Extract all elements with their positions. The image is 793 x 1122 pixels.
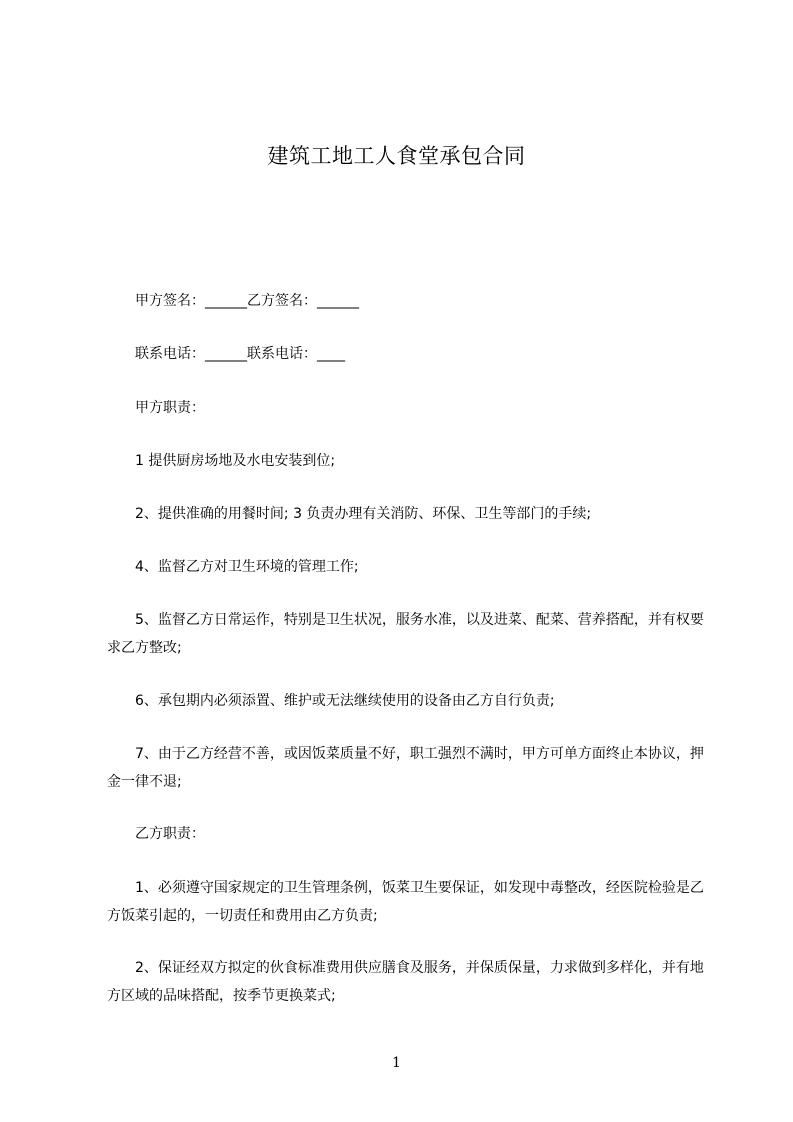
party-b-duty-1: 1、必须遵守国家规定的卫生管理条例，饭菜卫生要保证，如发现中毒整改，经医院检验是乙方饭菜引起的，一切责任和费用由乙方负责; [107,880,704,924]
party-b-duties-heading: 乙方职责： [135,826,205,842]
party-a-duty-5: 5、监督乙方日常运作，特别是卫生状况，服务水准，以及进菜、配菜、营养搭配，并有权要求乙方整改; [107,612,704,656]
page-number: 1 [392,1055,401,1071]
signature-line: 甲方签名：______乙方签名：______ [135,293,359,309]
party-a-duty-4: 4、监督乙方对卫生环境的管理工作; [135,559,359,575]
party-b-duty-2: 2、保证经双方拟定的伙食标准费用供应膳食及服务，并保质保量，力求做到多样化，并有地方区域的品味搭配，按季节更换菜式; [107,960,704,1004]
contact-line: 联系电话：______联系电话：____ [135,346,345,362]
party-a-duty-6: 6、承包期内必须添置、维护或无法继续使用的设备由乙方自行负责; [135,693,555,709]
party-a-duty-7: 7、由于乙方经营不善，或因饭菜质量不好，职工强烈不满时，甲方可单方面终止本协议，押金一律不退; [107,746,704,790]
party-a-duties-heading: 甲方职责： [135,400,205,416]
document-title: 建筑工地工人食堂承包合同 [267,144,526,168]
party-a-duty-1: 1 提供厨房场地及水电安装到位; [135,453,336,469]
party-a-duty-2-3: 2、提供准确的用餐时间; 3 负责办理有关消防、环保、卫生等部门的手续; [135,506,592,522]
